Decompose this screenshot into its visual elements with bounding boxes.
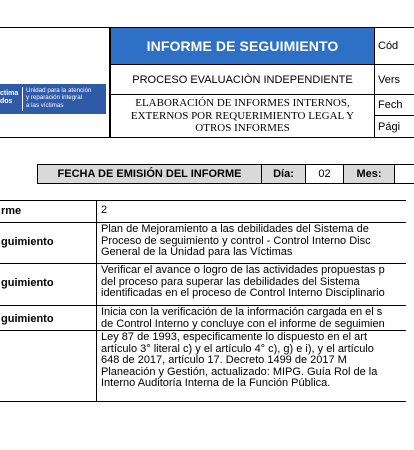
month-value-cell [394,164,414,184]
logo-left-line-1: ctima [0,90,19,97]
row-value-line: Plan de Mejoramiento a las debilidades del Sistema de [101,223,369,235]
date-cell [374,94,414,116]
logo-left-text [0,90,18,106]
emission-date-label: FECHA DE EMISIÓN DEL INFORME [57,168,242,180]
logo-divider [22,87,23,111]
row-label-text: guimiento [1,277,54,289]
month-label: Mes: [356,168,382,180]
row-label-text: guimiento [1,313,54,325]
report-title: INFORME DE SEGUIMIENTO [146,38,339,54]
row-value-criteria [96,330,406,402]
page-cell [374,115,414,138]
row-value-line: de Control Interno y concluye con el informe de seguimien [101,317,385,330]
row-value-followup-name [96,222,406,264]
row-label-criteria [0,330,97,402]
logo-ministry-line-2: y reparación integral [26,94,83,102]
row-label-followup-objective [0,263,97,306]
elaboration-line-3: OTROS INFORMES [195,122,290,135]
process-name: PROCESO EVALUACIÒN INDEPENDIENTE [132,73,353,86]
elaboration-cell [110,94,375,138]
version-label: Vers [378,73,401,86]
row-label-text: rme [1,205,22,217]
logo-left-line-2: dos [0,98,13,105]
row-value-line: artículo 3° literal c) y el artículo 4° c), g) e i), y el artículo [101,342,374,355]
row-value-line: del proceso para superar las debilidades del Sistema [101,275,360,288]
row-value-line: Planeación y Gestión, actualizado: MIPG. Guía Rol de la [101,365,378,378]
row-label-text: guimiento [1,236,54,248]
row-value-line: 648 de 2017, artículo 17. Decreto 1499 de 2017 M [101,354,347,366]
row-value-line: identificadas en el proceso de Control Interno Disciplinario [101,287,385,299]
row-label-followup-name [0,222,97,264]
row-value-report [96,200,406,223]
day-label: Día: [273,168,294,180]
row-value-line: Ley 87 de 1993, especificamente lo dispuesto en el art [101,331,368,343]
code-label: Cód [378,40,399,52]
logo-box [0,27,110,138]
elaboration-text [131,97,354,135]
process-cell [110,64,375,95]
day-value: 02 [318,168,331,180]
row-value-line: Proceso de seguimiento y control - Control Interno Disc [101,234,371,247]
logo-ministry-text [26,87,91,109]
row-label-followup-scope [0,305,97,331]
row-value-line: Interno Auditoría Interna de la Función Pública. [101,377,331,389]
report-title-cell [110,27,375,65]
row-label-report [0,200,97,223]
page-label: Pági [378,120,401,133]
logo-ministry-line-1: Unidad para la atención [26,87,92,94]
date-label: Fech [378,99,403,111]
version-cell [374,64,414,95]
day-value-cell [305,164,344,184]
elaboration-line-2: EXTERNOS POR REQUERIMIENTO LEGAL Y [130,109,355,122]
row-value-line: 2 [101,204,108,216]
row-value-followup-objective [96,263,406,306]
row-value-line: General de la Unidad para las Víctimas [101,246,293,258]
row-value-followup-scope [96,305,406,331]
day-label-cell [261,164,306,184]
emission-date-label-cell [37,164,262,184]
code-cell [374,27,414,65]
month-label-cell [343,164,395,184]
logo-ministry-line-3: a las víctimas [26,101,64,109]
elaboration-line-1: ELABORACIÓN DE INFORMES INTERNOS, [135,97,350,110]
row-value-line: Verificar el avance o logro de las actividades propuestas p [101,264,385,276]
row-value-line: Inicia con la verificación de la información cargada en el s [101,306,383,318]
